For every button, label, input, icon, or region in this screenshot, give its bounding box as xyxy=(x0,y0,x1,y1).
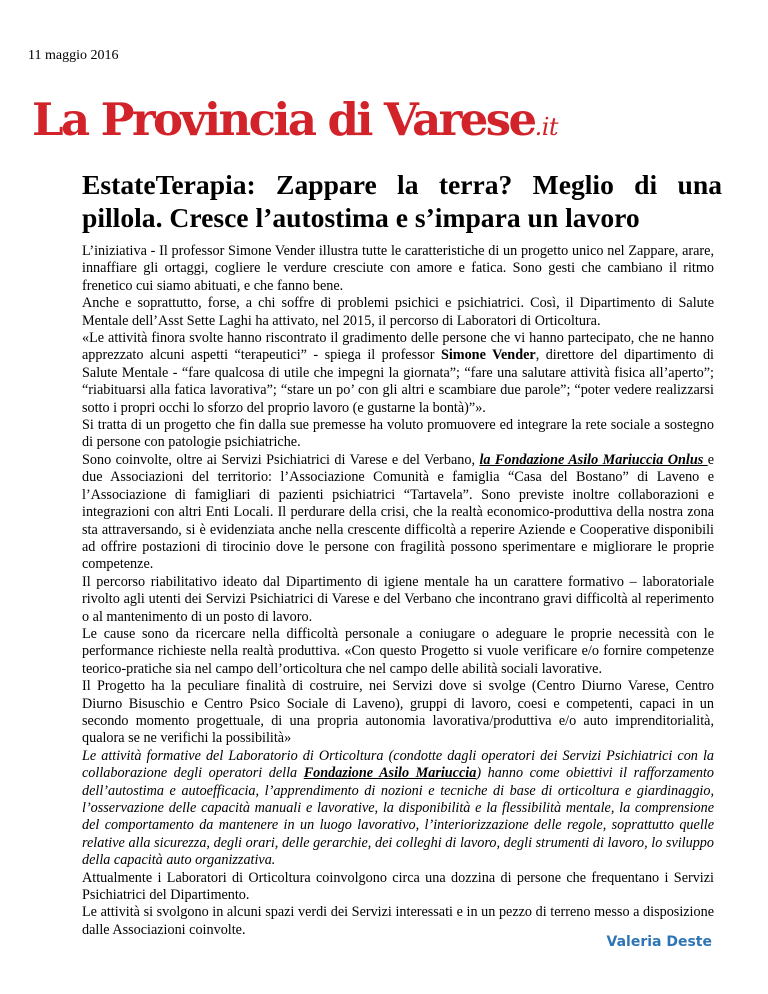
paragraph: Anche e soprattutto, forse, a chi soffre di problemi psichici e psichiatrici. Così, il Dipartimento di Salute Mentale dell’Asst Sette Laghi ha attivato, nel 2015, il percorso di Laboratori di Orticoltura. xyxy=(82,295,714,329)
paragraph: L’iniziativa - Il professor Simone Vender illustra tutte le caratteristiche di un progetto unico nel Zappare, arare, innaffiare gli ortaggi, cogliere le verdure cresciute con amore e fatica. Sono gesti che cambiano il ritmo frenetico cui siamo abituati, e che fanno bene. xyxy=(82,243,714,294)
paragraph xyxy=(82,452,714,574)
logo-suffix: .it xyxy=(534,113,559,141)
paragraph: Le attività si svolgono in alcuni spazi verdi dei Servizi interessati e in un pezzo di terreno messo a disposizione dalle Associazioni coinvolte. xyxy=(82,904,714,938)
logo-name: La Provincia di Varese xyxy=(32,93,535,146)
paragraph: Il Progetto ha la peculiare finalità di costruire, nei Servizi dove si svolge (Centro Diurno Varese, Centro Diurno Bisuschio e Centro Psico Sociale di Laveno), gruppi di lavoro, coesi e competenti, capaci in un secondo momento progettuale, di una propria autonomia lavorativa/produttiva e/o auto imprenditorialità, qualora se ne verifichi la possibilità» xyxy=(82,678,714,747)
text-run: Le attività formative del Laboratorio di Orticoltura (condotte dagli operatori dei Servizi Psichiatrici con la collaborazione degli operatori della xyxy=(82,747,714,782)
article-body xyxy=(82,243,714,939)
paragraph: Si tratta di un progetto che fin dalla sue premesse ha voluto promuovere ed integrare la rete sociale a sostegno di persone con patologie psichiatriche. xyxy=(82,417,714,451)
text-run: «Le attività finora svolte hanno riscontrato il gradimento delle persone che vi hanno partecipato, che ne hanno apprezzato alcuni aspetti “terapeutici” - spiega il professor xyxy=(82,330,714,364)
paragraph xyxy=(82,330,714,417)
foundation-link[interactable]: la Fondazione Asilo Mariuccia Onlus xyxy=(479,451,708,468)
publication-date: 11 maggio 2016 xyxy=(28,48,119,63)
paragraph: Le cause sono da ricercare nella difficoltà personale a coniugare o adeguare le proprie necessità con le performance richieste nella realtà produttiva. «Con questo Progetto si vuole verificare e/o fornire competenze teorico-pratiche sia nel campo dell’orticoltura che nel campo delle abilità sociali lavorative. xyxy=(82,625,714,677)
person-name: Simone Vender xyxy=(440,347,536,364)
text-run: , direttore del dipartimento di Salute Mentale - “fare qualcosa di utile che impegni la giornata”; “fare una salutare attività fisica all’aperto”; “riabituarsi alla fatica lavorativa”; “stare un po’ con gli altri e scambiare due parole”; “poter vedere realizzarsi sotto i propri occhi lo sforzo del proprio lavoro (e gustarne la bontà)”». xyxy=(82,347,714,416)
italic-paragraph xyxy=(82,748,714,870)
paragraph: Attualmente i Laboratori di Orticoltura coinvolgono circa una dozzina di persone che frequentano i Servizi Psichiatrici del Dipartimento. xyxy=(82,869,714,904)
article-headline: EstateTerapia: Zappare la terra? Meglio di una pillola. Cresce l’autostima e s’impara un lavoro xyxy=(82,169,722,233)
newspaper-logo xyxy=(32,94,558,153)
text-run: e due Associazioni del territorio: l’Associazione Comunità e famiglia “Casa del Bostano” di Laveno e l’Associazione di famigliari di pazienti psichiatrici “Tartavela”. Sono previste inoltre collaborazioni e integrazioni con altri Enti Locali. Il perdurare della crisi, che la realtà economico-produttiva della nostra zona sta attraversando, si è evidenziata anche nella crescente difficoltà a reperire Aziende e Cooperative disponibili ad offrire postazioni di tirocinio dove le persone con fragilità possono sperimentare e migliorare le proprie competenze. xyxy=(82,451,715,573)
paragraph: Il percorso riabilitativo ideato dal Dipartimento di igiene mentale ha un carattere formativo – laboratoriale rivolto agli utenti dei Servizi Psichiatrici di Varese e del Verbano che incontrano gravi difficoltà al reperimento o al mantenimento di un posto di lavoro. xyxy=(82,573,714,625)
text-run: Sono coinvolte, oltre ai Servizi Psichiatrici di Varese e del Verbano, xyxy=(82,451,480,468)
author-byline: Valeria Deste xyxy=(606,934,712,950)
foundation-link[interactable]: Fondazione Asilo Mariuccia xyxy=(303,765,477,782)
text-run: ) hanno come obiettivi il rafforzamento dell’autostima e autoefficacia, l’apprendimento di nozioni e tecniche di base di orticoltura e giardinaggio, l’osservazione delle capacità manuali e lavorative, la disponibilità e la flessibilità mentale, la comprensione del comportamento da mantenere in un luogo lavorativo, l’interiorizzazione delle regole, soprattutto quelle relative alla sicurezza, degli orari, delle gerarchie, dei colleghi di lavoro, degli strumenti di lavoro, lo sviluppo della capacità auto organizzativa. xyxy=(82,765,714,869)
